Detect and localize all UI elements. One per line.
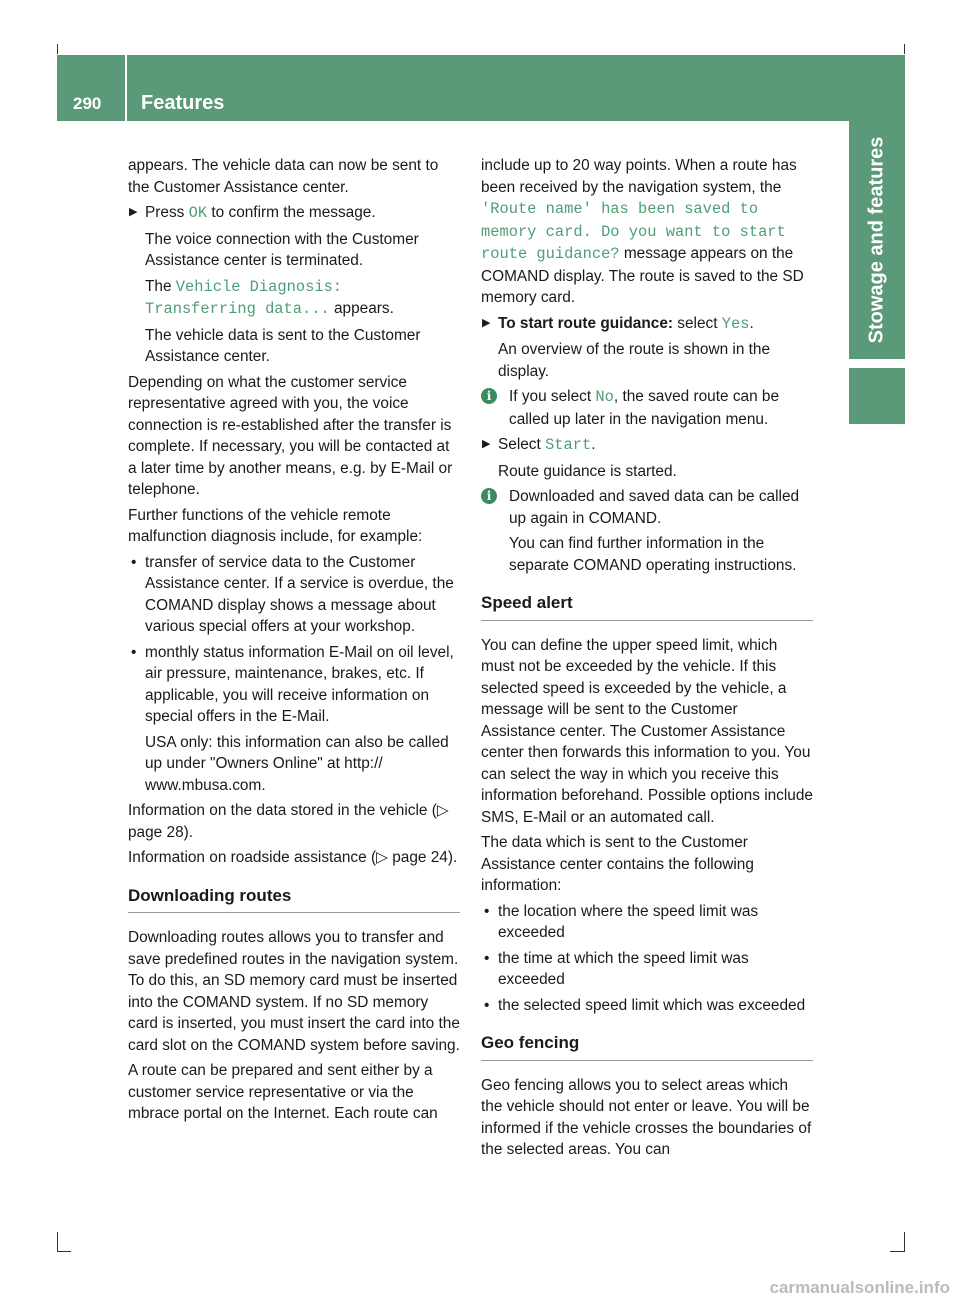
crop-mark bbox=[904, 1232, 905, 1252]
chapter-tab-label: Stowage and features bbox=[865, 136, 888, 344]
cross-reference: Information on the data stored in the vehicle (▷ page 28). bbox=[128, 802, 449, 841]
section-heading: Geo fencing bbox=[481, 1032, 813, 1061]
paragraph: A route can be prepared and sent either by a customer service representative or via the mbrace portal on the Internet. Each route can bbox=[128, 1062, 438, 1122]
chapter-tab-marker bbox=[849, 368, 905, 424]
info-note: i Downloaded and saved data can be called up again in COMAND. bbox=[481, 486, 813, 529]
step-result: The vehicle data is sent to the Customer Assistance center. bbox=[145, 326, 421, 365]
display-text: 'Route name' has been saved to memory card. Do you want to start route guidance? bbox=[481, 200, 786, 263]
bullet-icon: • bbox=[484, 996, 490, 1014]
page-number: 290 bbox=[73, 94, 102, 113]
list-note: USA only: this information can also be called up under "Owners Online" at http:// www.mbusa.com. bbox=[145, 733, 449, 794]
display-text: Yes bbox=[721, 314, 750, 333]
display-text: No bbox=[595, 388, 614, 406]
info-icon: i bbox=[481, 488, 497, 504]
arrow-icon: ▶ bbox=[482, 316, 491, 329]
header-divider bbox=[125, 55, 127, 121]
list-item: • the time at which the speed limit was exceeded bbox=[484, 949, 749, 988]
paragraph: Geo fencing allows you to select areas which the vehicle should not enter or leave. You will be informed if the vehicle crosses the boundaries of the selected areas. You can bbox=[481, 1076, 812, 1158]
crop-mark bbox=[57, 44, 58, 54]
info-note: i If you select No, the saved route can be called up later in the navigation menu. bbox=[481, 386, 813, 430]
chapter-tab bbox=[849, 121, 905, 359]
display-text: OK bbox=[188, 204, 208, 222]
left-column bbox=[128, 155, 460, 1129]
bullet-icon: • bbox=[484, 902, 490, 920]
page-reference-icon: ▷ bbox=[436, 802, 449, 819]
paragraph: Downloading routes allows you to transfer and save predefined routes in the navigation system. To do this, an SD memory card must be inserted into the COMAND system. If no SD memory card is inserted, you must insert the card into the card slot on the COMAND system before saving. bbox=[128, 929, 460, 1054]
bullet-icon: • bbox=[131, 643, 137, 661]
page-reference-icon: ▷ bbox=[376, 849, 388, 866]
cross-reference: Information on roadside assistance (▷ page 24). bbox=[128, 849, 458, 866]
instruction-step: ▶ Press OK to confirm the message. bbox=[129, 204, 376, 222]
bullet-icon: • bbox=[131, 553, 137, 571]
crop-mark bbox=[890, 1251, 904, 1252]
paragraph: Depending on what the customer service representative agreed with you, the voice connection is re-established after the transfer is complete. If necessary, you will be contacted at a later time by another means, e.g. by E-Mail or telephone. bbox=[128, 373, 453, 498]
list-item: • transfer of service data to the Customer Assistance center. If a service is overdue, the COMAND display shows a message about various special offers at your workshop. bbox=[131, 553, 454, 635]
instruction-step: ▶ To start route guidance: select Yes. bbox=[482, 314, 754, 333]
instruction-step: ▶ Select Start. bbox=[482, 436, 596, 454]
crop-mark bbox=[57, 1232, 58, 1252]
list-item: • the selected speed limit which was exceeded bbox=[481, 995, 813, 1017]
step-result: The Vehicle Diagnosis: Transferring data... appears. bbox=[145, 277, 394, 318]
step-result: Route guidance is started. bbox=[498, 462, 677, 480]
crop-mark bbox=[904, 44, 905, 54]
paragraph: The data which is sent to the Customer Assistance center contains the following information: bbox=[481, 834, 754, 894]
arrow-icon: ▶ bbox=[482, 438, 491, 450]
step-result: An overview of the route is shown in the display. bbox=[498, 341, 771, 380]
paragraph: You can define the upper speed limit, which must not be exceeded by the vehicle. If this selected speed is exceeded by the vehicle, a message will be sent to the Customer Assistance center. The Customer Assistance center then forwards this information to you. You can select the way in which you receive this information beforehand. Possible options include SMS, E-Mail or an automated call. bbox=[481, 636, 813, 826]
page-title: Features bbox=[141, 92, 225, 114]
bullet-icon: • bbox=[484, 949, 490, 967]
list-item: • the location where the speed limit was exceeded bbox=[484, 902, 759, 941]
section-heading: Downloading routes bbox=[128, 885, 460, 914]
arrow-icon: ▶ bbox=[129, 206, 138, 218]
display-text: Vehicle Diagnosis: Transferring data... bbox=[145, 277, 343, 318]
crop-mark bbox=[57, 1251, 71, 1252]
paragraph: appears. The vehicle data can now be sent to the Customer Assistance center. bbox=[128, 157, 439, 196]
paragraph: Further functions of the vehicle remote malfunction diagnosis include, for example: bbox=[128, 506, 423, 545]
info-icon: i bbox=[481, 388, 497, 404]
right-column bbox=[481, 155, 813, 1165]
watermark: carmanualsonline.info bbox=[769, 1278, 950, 1297]
list-item: • monthly status information E-Mail on oil level, air pressure, maintenance, brakes, etc. If applicable, you will receive information on special offers in the E-Mail. bbox=[131, 643, 454, 725]
paragraph: include up to 20 way points. When a route has been received by the navigation system, the 'Route name' has been saved to memory card. Do you want to start route guidance? message appears on the COMAND display. The route is saved to the SD memory card. bbox=[481, 157, 804, 306]
section-heading: Speed alert bbox=[481, 592, 813, 621]
page-header bbox=[57, 55, 905, 121]
step-result: The voice connection with the Customer Assistance center is terminated. bbox=[145, 230, 419, 269]
display-text: Start bbox=[545, 436, 592, 454]
info-note-continued: You can find further information in the separate COMAND operating instructions. bbox=[509, 535, 797, 574]
